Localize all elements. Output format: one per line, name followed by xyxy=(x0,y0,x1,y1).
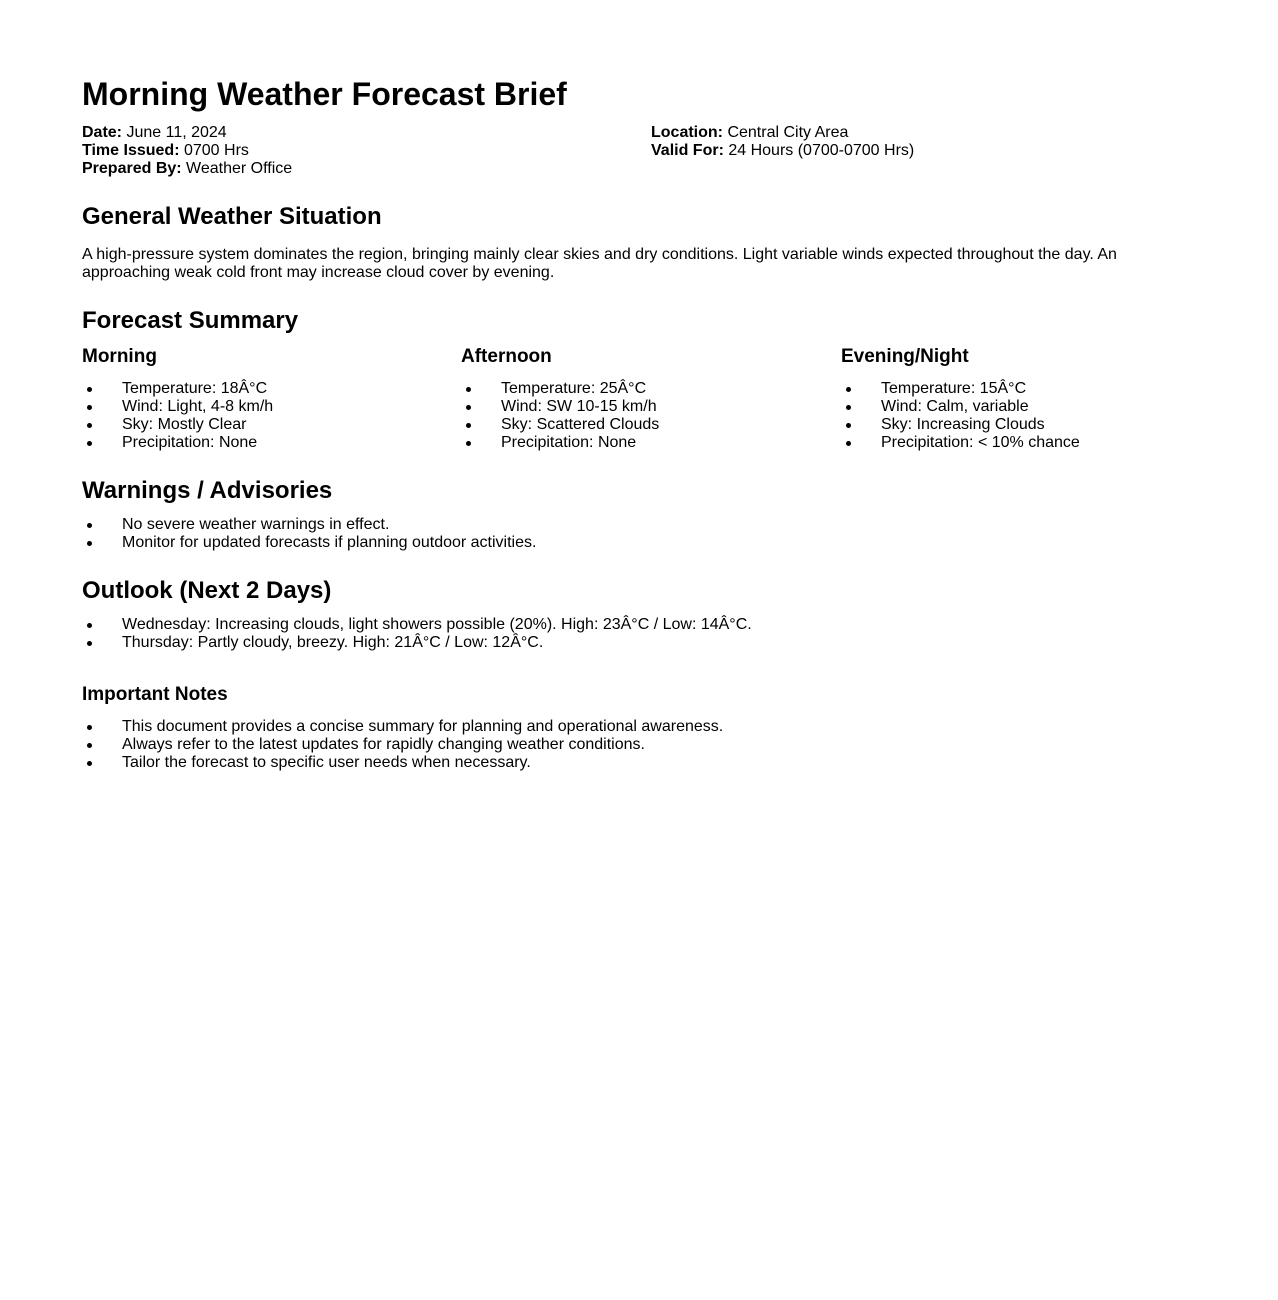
page-title: Morning Weather Forecast Brief xyxy=(82,76,567,112)
bullet-icon xyxy=(466,405,471,410)
bullet-icon xyxy=(87,523,92,528)
list-item: Tailor the forecast to specific user needs when necessary. xyxy=(82,754,723,772)
list-item: Sky: Scattered Clouds xyxy=(461,416,659,434)
bullet-icon xyxy=(87,641,92,646)
general-situation-text: A high-pressure system dominates the region, bringing mainly clear skies and dry conditions. Light variable winds expected throughout the day. An approaching weak cold front may increase cloud cover by evening. xyxy=(82,246,1117,281)
list-item: Precipitation: < 10% chance xyxy=(841,434,1080,452)
warnings-list xyxy=(82,516,536,552)
list-item: This document provides a concise summary for planning and operational awareness. xyxy=(82,718,723,736)
period-list-evening xyxy=(841,380,1080,452)
list-item: Wind: Calm, variable xyxy=(841,398,1080,416)
list-item: Monitor for updated forecasts if planning outdoor activities. xyxy=(82,534,536,552)
meta-time-issued: Time Issued: 0700 Hrs xyxy=(82,142,249,159)
list-item: Sky: Increasing Clouds xyxy=(841,416,1080,434)
period-list-morning xyxy=(82,380,273,452)
period-heading-morning: Morning xyxy=(82,346,157,367)
bullet-icon xyxy=(87,405,92,410)
list-item: Wednesday: Increasing clouds, light showers possible (20%). High: 23Â°C / Low: 14Â°C. xyxy=(82,616,752,634)
bullet-icon xyxy=(87,761,92,766)
bullet-icon xyxy=(87,441,92,446)
meta-location: Location: Central City Area xyxy=(651,124,849,141)
bullet-icon xyxy=(87,541,92,546)
list-item: Sky: Mostly Clear xyxy=(82,416,273,434)
list-item: Temperature: 15Â°C xyxy=(841,380,1080,398)
bullet-icon xyxy=(846,423,851,428)
outlook-heading: Outlook (Next 2 Days) xyxy=(82,577,332,604)
bullet-icon xyxy=(466,387,471,392)
forecast-summary-heading: Forecast Summary xyxy=(82,307,299,334)
important-notes-list xyxy=(82,718,723,772)
list-item: No severe weather warnings in effect. xyxy=(82,516,536,534)
bullet-icon xyxy=(846,441,851,446)
general-situation-heading: General Weather Situation xyxy=(82,203,382,230)
list-item: Precipitation: None xyxy=(82,434,273,452)
period-list-afternoon xyxy=(461,380,659,452)
list-item: Wind: Light, 4-8 km/h xyxy=(82,398,273,416)
bullet-icon xyxy=(466,441,471,446)
list-item: Wind: SW 10-15 km/h xyxy=(461,398,659,416)
meta-prepared-by: Prepared By: Weather Office xyxy=(82,160,293,177)
list-item: Temperature: 18Â°C xyxy=(82,380,273,398)
bullet-icon xyxy=(846,405,851,410)
list-item: Thursday: Partly cloudy, breezy. High: 21Â°C / Low: 12Â°C. xyxy=(82,634,752,652)
meta-valid-for: Valid For: 24 Hours (0700-0700 Hrs) xyxy=(651,142,915,159)
bullet-icon xyxy=(466,423,471,428)
list-item: Temperature: 25Â°C xyxy=(461,380,659,398)
outlook-list xyxy=(82,616,752,652)
meta-date: Date: June 11, 2024 xyxy=(82,124,227,141)
bullet-icon xyxy=(87,623,92,628)
bullet-icon xyxy=(87,743,92,748)
warnings-heading: Warnings / Advisories xyxy=(82,477,333,504)
list-item: Precipitation: None xyxy=(461,434,659,452)
bullet-icon xyxy=(87,725,92,730)
period-heading-afternoon: Afternoon xyxy=(461,346,552,367)
bullet-icon xyxy=(87,423,92,428)
list-item: Always refer to the latest updates for rapidly changing weather conditions. xyxy=(82,736,723,754)
important-notes-heading: Important Notes xyxy=(82,684,228,705)
bullet-icon xyxy=(846,387,851,392)
meta-right-column xyxy=(651,124,914,160)
meta-left-column xyxy=(82,124,292,178)
bullet-icon xyxy=(87,387,92,392)
period-heading-evening: Evening/Night xyxy=(841,346,969,367)
